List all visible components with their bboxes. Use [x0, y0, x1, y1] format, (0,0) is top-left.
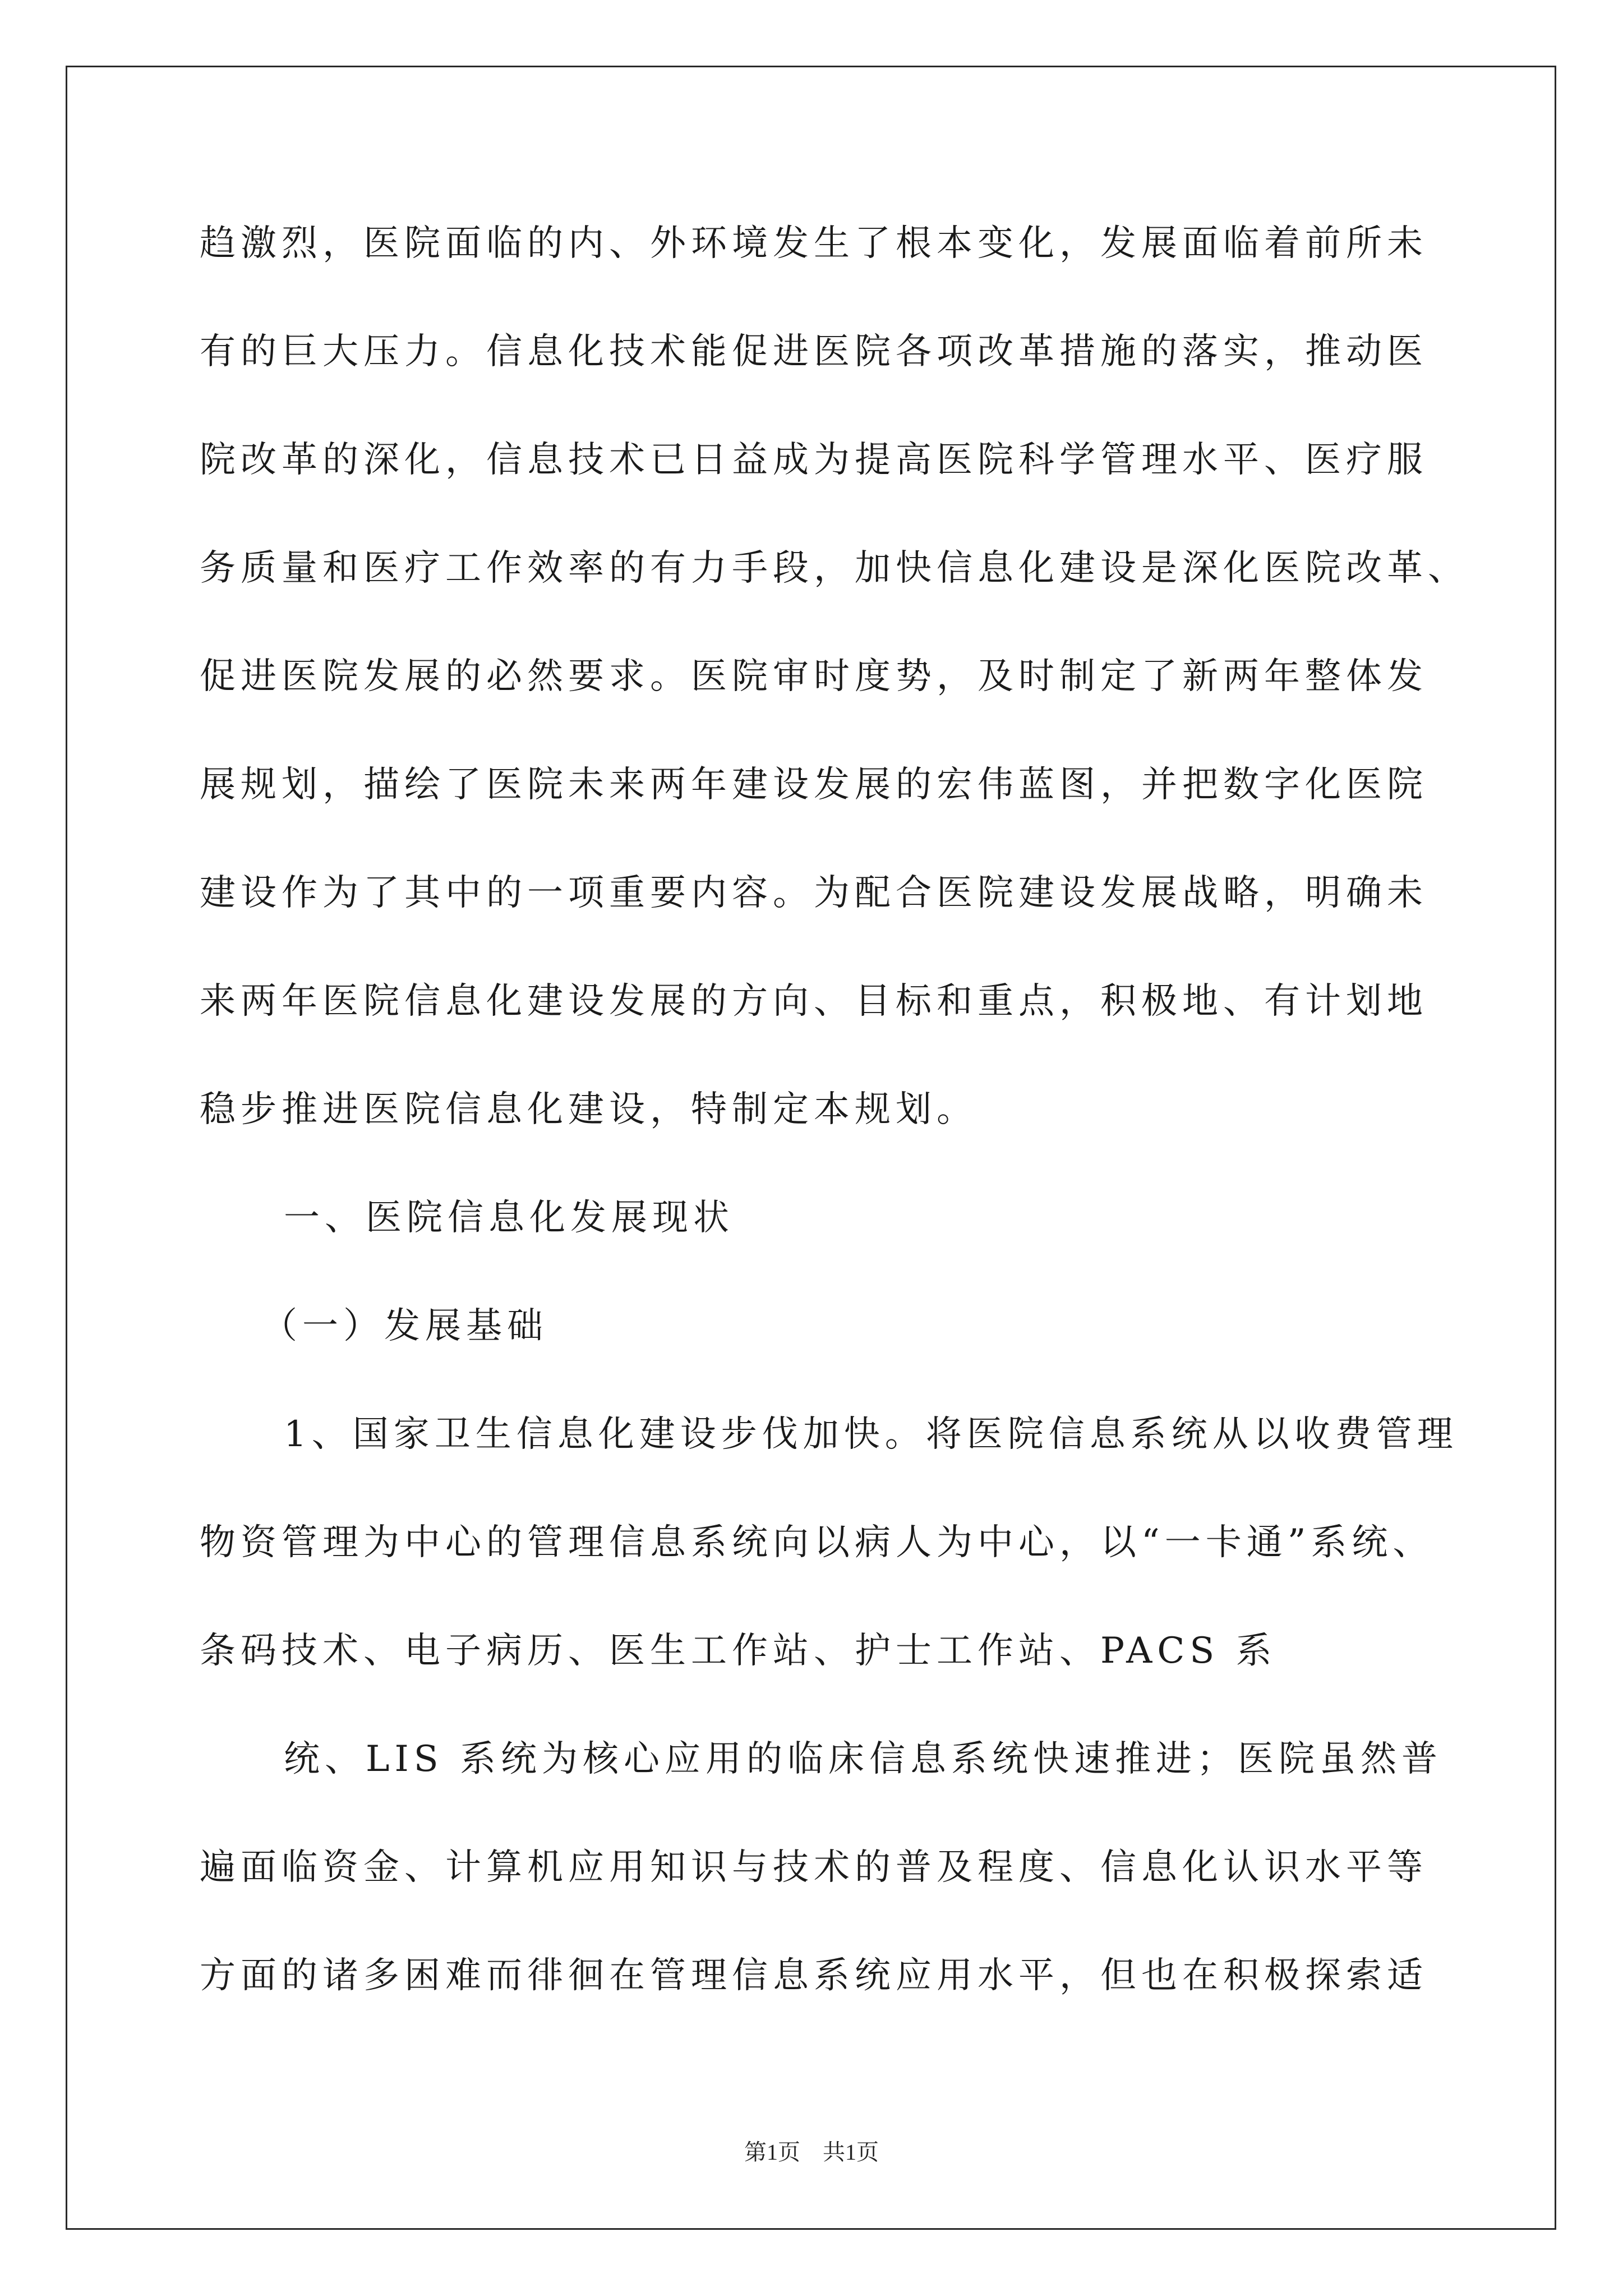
- page-number-footer: 第1页 共1页: [744, 2139, 879, 2165]
- paragraph-line: 统、LIS 系统为核心应用的临床信息系统快速推进；医院虽然普: [284, 1738, 1442, 1780]
- paragraph-line: 建设作为了其中的一项重要内容。为配合医院建设发展战略，明确未: [200, 872, 1428, 914]
- section-heading: 一、医院信息化发展现状: [284, 1197, 734, 1239]
- paragraph-line: 务质量和医疗工作效率的有力手段，加快信息化建设是深化医院改革、: [200, 547, 1469, 589]
- paragraph-line: 趋激烈，医院面临的内、外环境发生了根本变化，发展面临着前所未: [200, 223, 1428, 264]
- page-border: [66, 66, 1556, 2230]
- paragraph-line: 展规划，描绘了医院未来两年建设发展的宏伟蓝图，并把数字化医院: [200, 764, 1428, 806]
- paragraph-line: 院改革的深化，信息技术已日益成为提高医院科学管理水平、医疗服: [200, 439, 1428, 481]
- paragraph-line: 来两年医院信息化建设发展的方向、目标和重点，积极地、有计划地: [200, 981, 1428, 1022]
- paragraph-line: 遍面临资金、计算机应用知识与技术的普及程度、信息化认识水平等: [200, 1847, 1428, 1888]
- paragraph-line: 条码技术、电子病历、医生工作站、护士工作站、PACS 系: [200, 1630, 1277, 1672]
- paragraph-line: 1、国家卫生信息化建设步伐加快。将医院信息系统从以收费管理: [284, 1414, 1458, 1455]
- paragraph-line: 物资管理为中心的管理信息系统向以病人为中心，以“一卡通”系统、: [200, 1522, 1434, 1563]
- paragraph-line: 方面的诸多困难而徘徊在管理信息系统应用水平，但也在积极探索适: [200, 1955, 1428, 1996]
- paragraph-line: 促进医院发展的必然要求。医院审时度势，及时制定了新两年整体发: [200, 656, 1428, 697]
- subsection-heading: （一）发展基础: [261, 1305, 548, 1347]
- paragraph-line: 稳步推进医院信息化建设，特制定本规划。: [200, 1089, 978, 1130]
- paragraph-line: 有的巨大压力。信息化技术能促进医院各项改革措施的落实，推动医: [200, 331, 1428, 372]
